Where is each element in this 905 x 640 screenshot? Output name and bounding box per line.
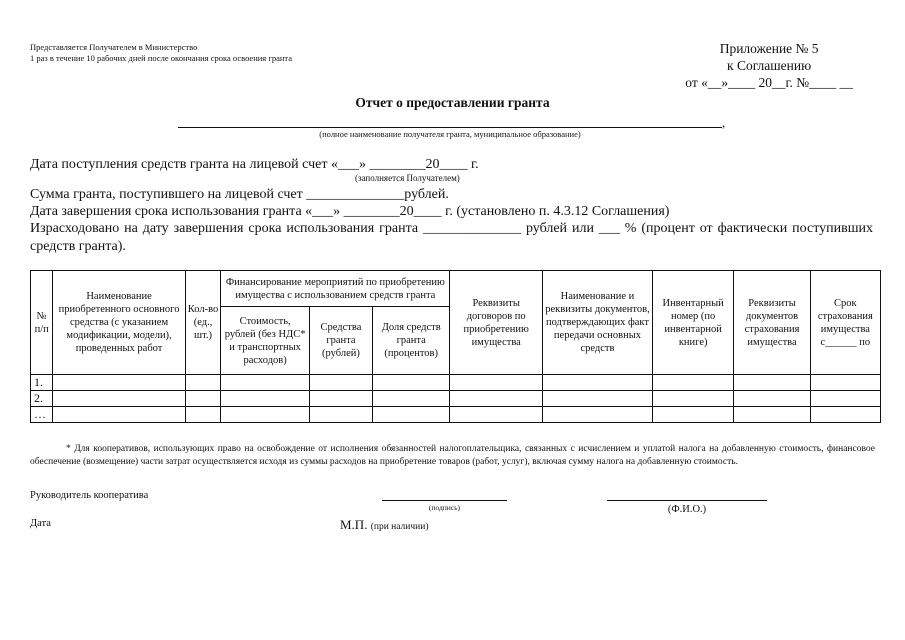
page-title: Отчет о предоставлении гранта [355, 95, 550, 110]
stamp-note: (при наличии) [370, 522, 429, 532]
table-row [31, 391, 881, 407]
appendix-number: Приложение № 5 [719, 41, 819, 56]
header-cost: Стоимость, рублей (без НДС* и транспортных расходов) [221, 307, 310, 375]
grant-report-table [30, 270, 881, 423]
head-label: Руководитель кооператива [30, 490, 149, 501]
header-insurance-docs: Реквизиты документов страхования имущества [734, 271, 810, 375]
recipient-caption: (полное наименование получателя гранта, муниципальное образование) [319, 129, 581, 139]
appendix-agreement: к Соглашению [727, 58, 812, 73]
fio-caption: (Ф.И.О.) [667, 504, 707, 515]
header-documents: Наименование и реквизиты документов, подтверждающих факт передачи основных средств [543, 271, 653, 375]
header-contracts: Реквизиты договоров по приобретению имущества [450, 271, 543, 375]
stamp-mp: М.П. [340, 517, 368, 532]
table-row [31, 407, 881, 423]
recipient-name-line [178, 123, 722, 128]
header-num: № п/п [31, 271, 53, 375]
header-qty: Кол-во (ед., шт.) [185, 271, 221, 375]
header-grant-funds: Средства гранта (рублей) [309, 307, 372, 375]
vat-footnote: * Для кооперативов, использующих право на освобождение от исполнения обязанностей налогоплательщика, связанных с исчислением и уплатой налога на добавленную стоимость, финансовое обеспечение (возмещение) части затрат осуществляется исходя из суммы расходов на приобретение товаров (работ, услуг), включая сумму налога на добавленную стоимость. [30, 444, 875, 467]
row-number: 1. [31, 375, 53, 391]
header-note-line2: 1 раз в течение 10 рабочих дней после окончания срока освоения гранта [30, 53, 292, 63]
end-date-field: Дата завершения срока использования гранта «___» ________20____ г. (установлено п. 4.3.12 Соглашения) [30, 204, 670, 219]
signature-caption: (подпись) [428, 503, 461, 512]
header-name: Наименование приобретенного основного средства (с указанием модификации, модели), проведенных работ [53, 271, 185, 375]
grant-sum-field: Сумма гранта, поступившего на лицевой счет ______________рублей. [30, 187, 449, 202]
recipient-comma: , [722, 115, 726, 130]
date-label: Дата [30, 518, 51, 529]
appendix-block [685, 40, 853, 91]
row-number: … [31, 407, 53, 423]
fio-line [607, 500, 767, 501]
header-grant-share: Доля средств гранта (процентов) [373, 307, 450, 375]
header-inventory: Инвентарный номер (по инвентарной книге) [652, 271, 733, 375]
header-note-line1: Представляется Получателем в Министерство [30, 42, 198, 52]
spent-field: Израсходовано на дату завершения срока использования гранта ______________ рублей или ___ % (процент от фактически поступивших средств гранта). [30, 221, 873, 254]
row-number: 2. [31, 391, 53, 407]
receipt-caption: (заполняется Получателем) [355, 173, 460, 183]
receipt-date-field: Дата поступления средств гранта на лицевой счет «___» ________20____ г. [30, 157, 479, 172]
stamp-label [340, 517, 428, 533]
appendix-date: от «__»____ 20__г. №____ __ [685, 75, 853, 90]
header-financing: Финансирование мероприятий по приобретению имущества с использованием средств гранта [221, 271, 450, 307]
signature-line [382, 500, 507, 501]
header-insurance-term: Срок страхования имущества с______ по [810, 271, 880, 375]
table-row [31, 375, 881, 391]
